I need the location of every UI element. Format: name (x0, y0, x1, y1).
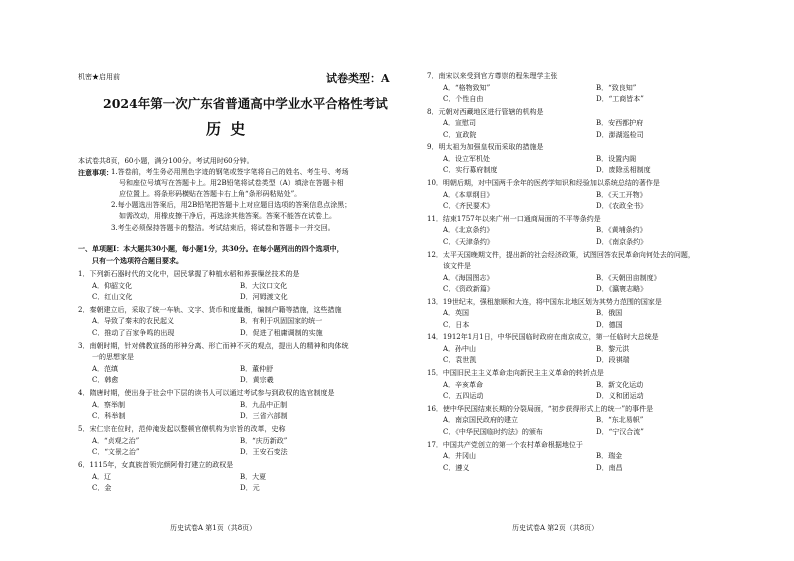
option-b: B．“东北易帜” (596, 416, 644, 425)
option-b: B．《天工开物》 (596, 190, 647, 199)
question-stem: 1．下列新石器时代的文化中，居民掌握了种植水稻和养蚕缫丝技术的是 (78, 270, 300, 278)
question-stem: 12．太平天国晚期文件，提出新的社会经济政策，试图回答农民革命向何处去的问题， (427, 250, 695, 259)
option-d: D．河姆渡文化 (240, 293, 288, 301)
option-c: C．宣政院 (443, 130, 477, 139)
option-a: A．范缜 (92, 364, 119, 373)
option-c: C．袁世凯 (443, 356, 477, 365)
option-d: D．德国 (596, 320, 623, 329)
note-line: 3.考生必须保持答题卡的整洁。考试结束后，将试卷和答题卡一并交回。 (111, 224, 335, 232)
option-a: A．设立军机处 (443, 154, 491, 163)
option-d: D．元 (240, 484, 260, 492)
question-stem: 10．明朝后期，对中国两千余年的医药学知识和经验加以系统总结的著作是 (427, 179, 660, 188)
option-b: B．《天朝田亩制度》 (596, 273, 661, 282)
section-heading-cont: 只有一个选项符合题目要求。 (92, 256, 183, 265)
option-b: B．俄国 (596, 309, 623, 318)
option-b: B．《黄埔条约》 (596, 226, 647, 235)
question-stem: 一的思想家是 (92, 353, 134, 362)
option-b: B．大夏 (240, 472, 267, 481)
question-stem: 8．元朝对西藏地区进行管辖的机构是 (427, 107, 544, 116)
option-b: B．“庆历新政” (240, 436, 288, 445)
option-c: C．金 (92, 484, 112, 492)
question-stem: 9．明太祖为加强皇权而采取的措施是 (427, 143, 544, 152)
option-c: C．日本 (443, 320, 470, 329)
exam-title: 2024年第一次广东省普通高中学业水平合格性考试 (103, 96, 388, 111)
option-a: A．仰韶文化 (92, 281, 133, 290)
notes-label: 注意事项： (78, 168, 113, 177)
question-stem: 14．1912年1月1日，中华民国临时政府在南京成立，第一任临时大总统是 (427, 333, 659, 342)
note-line: 号和座位号填写在答题卡上。用2B铅笔将试卷类型（A）填涂在答题卡相 (119, 179, 344, 187)
question-stem: 6．1115年，女真族首领完颜阿骨打建立的政权是 (78, 461, 234, 469)
question-stem: 13．19世纪末，强租旅顺和大连，将中国东北地区划为其势力范围的国家是 (427, 297, 662, 306)
option-b: B．黎元洪 (596, 344, 630, 353)
option-b: B．董仲舒 (240, 364, 274, 373)
section-heading: 一、单项题Ⅰ：本大题共30小题，每小题1分，共30分。在每小题列出的四个选项中， (78, 244, 344, 253)
option-b: B．有利于巩固国家的统一 (240, 317, 323, 326)
option-c: C．科举制 (92, 412, 126, 421)
option-d: D．南昌 (596, 463, 623, 472)
question-stem: 5．宋仁宗在位时，范仲淹发起以整顿官僚机构为宗旨的改革，史称 (78, 425, 286, 434)
note-line: 2.每小题选出答案后，用2B铅笔把答题卡上对应题目选项的答案信息点涂黑； (111, 201, 352, 209)
option-c: C．五四运动 (443, 392, 484, 401)
option-a: A．南京国民政府的建立 (443, 416, 519, 425)
option-b: B．瑞金 (596, 452, 623, 460)
option-d: D．《南京条约》 (596, 237, 648, 246)
option-a: A．“贞观之治” (92, 436, 140, 445)
confidential-label: 机密★启用前 (78, 73, 120, 81)
option-d: D．废除丞相制度 (596, 166, 651, 175)
option-a: A．辽 (92, 472, 112, 481)
option-d: D．三省六部制 (240, 412, 288, 421)
option-a: A．英国 (443, 309, 470, 318)
option-a: A．导致了秦末的农民起义 (92, 317, 175, 326)
question-stem: 4．隋唐时期，使出身于社会中下层的读书人可以通过考试参与到政权的选官制度是 (78, 389, 335, 398)
question-stem: 15．中国旧民主主义革命走向新民主主义革命的转折点是 (427, 369, 604, 378)
option-d: D．澎湖巡检司 (596, 130, 644, 139)
option-c: C．《中华民国临时约法》的颁布 (443, 427, 543, 436)
option-d: D．黄宗羲 (240, 376, 274, 385)
option-c: C．“文景之治” (92, 448, 140, 457)
option-c: C．推动了百家争鸣的出现 (92, 328, 175, 337)
option-a: A．辛亥革命 (443, 380, 484, 389)
question-stem: 7．南宋以来受到官方尊崇的程朱理学主张 (427, 72, 558, 80)
option-a: A．宣慰司 (443, 119, 477, 128)
option-a: A．察举制 (92, 400, 126, 409)
question-stem: 3．南朝时期，针对佛教宣扬的形神分离、形亡而神不灭的观点，提出人的精神和肉体统 (78, 341, 349, 350)
option-b: B．“致良知” (596, 83, 637, 92)
question-stem: 2．秦朝建立后，采取了统一车轨、文字、货币和度量衡，编制户籍等措施，这些措施 (78, 305, 342, 314)
option-a: A．井冈山 (443, 452, 477, 460)
option-c: C．遵义 (443, 463, 470, 472)
option-d: D．《农政全书》 (596, 202, 648, 211)
option-c: C．《天津条约》 (443, 237, 494, 246)
option-b: B．设置内阁 (596, 154, 637, 163)
option-c: C．《资政新篇》 (443, 285, 494, 293)
exam-intro: 本试卷共8页，60小题，满分100分。考试用时60分钟。 (78, 157, 254, 165)
page-footer: 历史试卷A 第1页（共8页） (170, 524, 257, 532)
option-c: C．韩愈 (92, 376, 119, 385)
option-d: D．义和团运动 (596, 392, 644, 401)
option-d: D．促进了租庸调制的实施 (240, 328, 323, 337)
option-b: B．新文化运动 (596, 380, 644, 389)
right-page (410, 0, 794, 561)
option-a: A．“格物致知” (443, 83, 491, 92)
note-line: 如需改动，用橡皮擦干净后，再选涂其他答案。答案不能答在试卷上。 (119, 212, 336, 220)
option-c: C．《齐民要术》 (443, 202, 494, 211)
page-footer: 历史试卷A 第2页（共8页） (512, 524, 599, 532)
option-d: D．段祺瑞 (596, 356, 630, 365)
note-line: 应位置上。将条形码横贴在答题卡右上角“条形码粘贴处”。 (119, 190, 302, 198)
paper-type: 试卷类型：A (326, 72, 390, 85)
subject-title: 历 史 (206, 120, 248, 138)
option-d: D．王安石变法 (240, 448, 288, 457)
question-stem: 该文件是 (443, 262, 471, 270)
option-d: D．“工商皆本” (596, 95, 644, 103)
option-a: A．《北京条约》 (443, 226, 494, 235)
option-b: B．九品中正制 (240, 400, 288, 409)
option-c: C．红山文化 (92, 293, 133, 301)
option-a: A．《海国图志》 (443, 273, 494, 282)
question-stem: 16．使中华民国结束长期的分裂局面，“初步获得形式上的统一”的事件是 (427, 404, 654, 413)
question-stem: 11．结束1757年以来广州一口通商局面的不平等条约是 (427, 214, 601, 223)
option-a: A．《本草纲目》 (443, 190, 494, 199)
option-d: D．《瀛寰志略》 (596, 285, 648, 293)
option-d: D．“宁汉合流” (596, 427, 644, 436)
option-b: B．大汶口文化 (240, 281, 288, 290)
option-b: B．安西都护府 (596, 119, 644, 128)
option-c: C．实行募府制度 (443, 166, 498, 175)
question-stem: 17．中国共产党创立的第一个农村革命根据地位于 (427, 440, 583, 449)
option-c: C．个性自由 (443, 95, 484, 103)
option-a: A．孙中山 (443, 344, 477, 353)
note-line: 1.答卷前，考生务必用黑色字迹的钢笔或签字笔将自己的姓名、考生号、考场 (111, 168, 349, 176)
